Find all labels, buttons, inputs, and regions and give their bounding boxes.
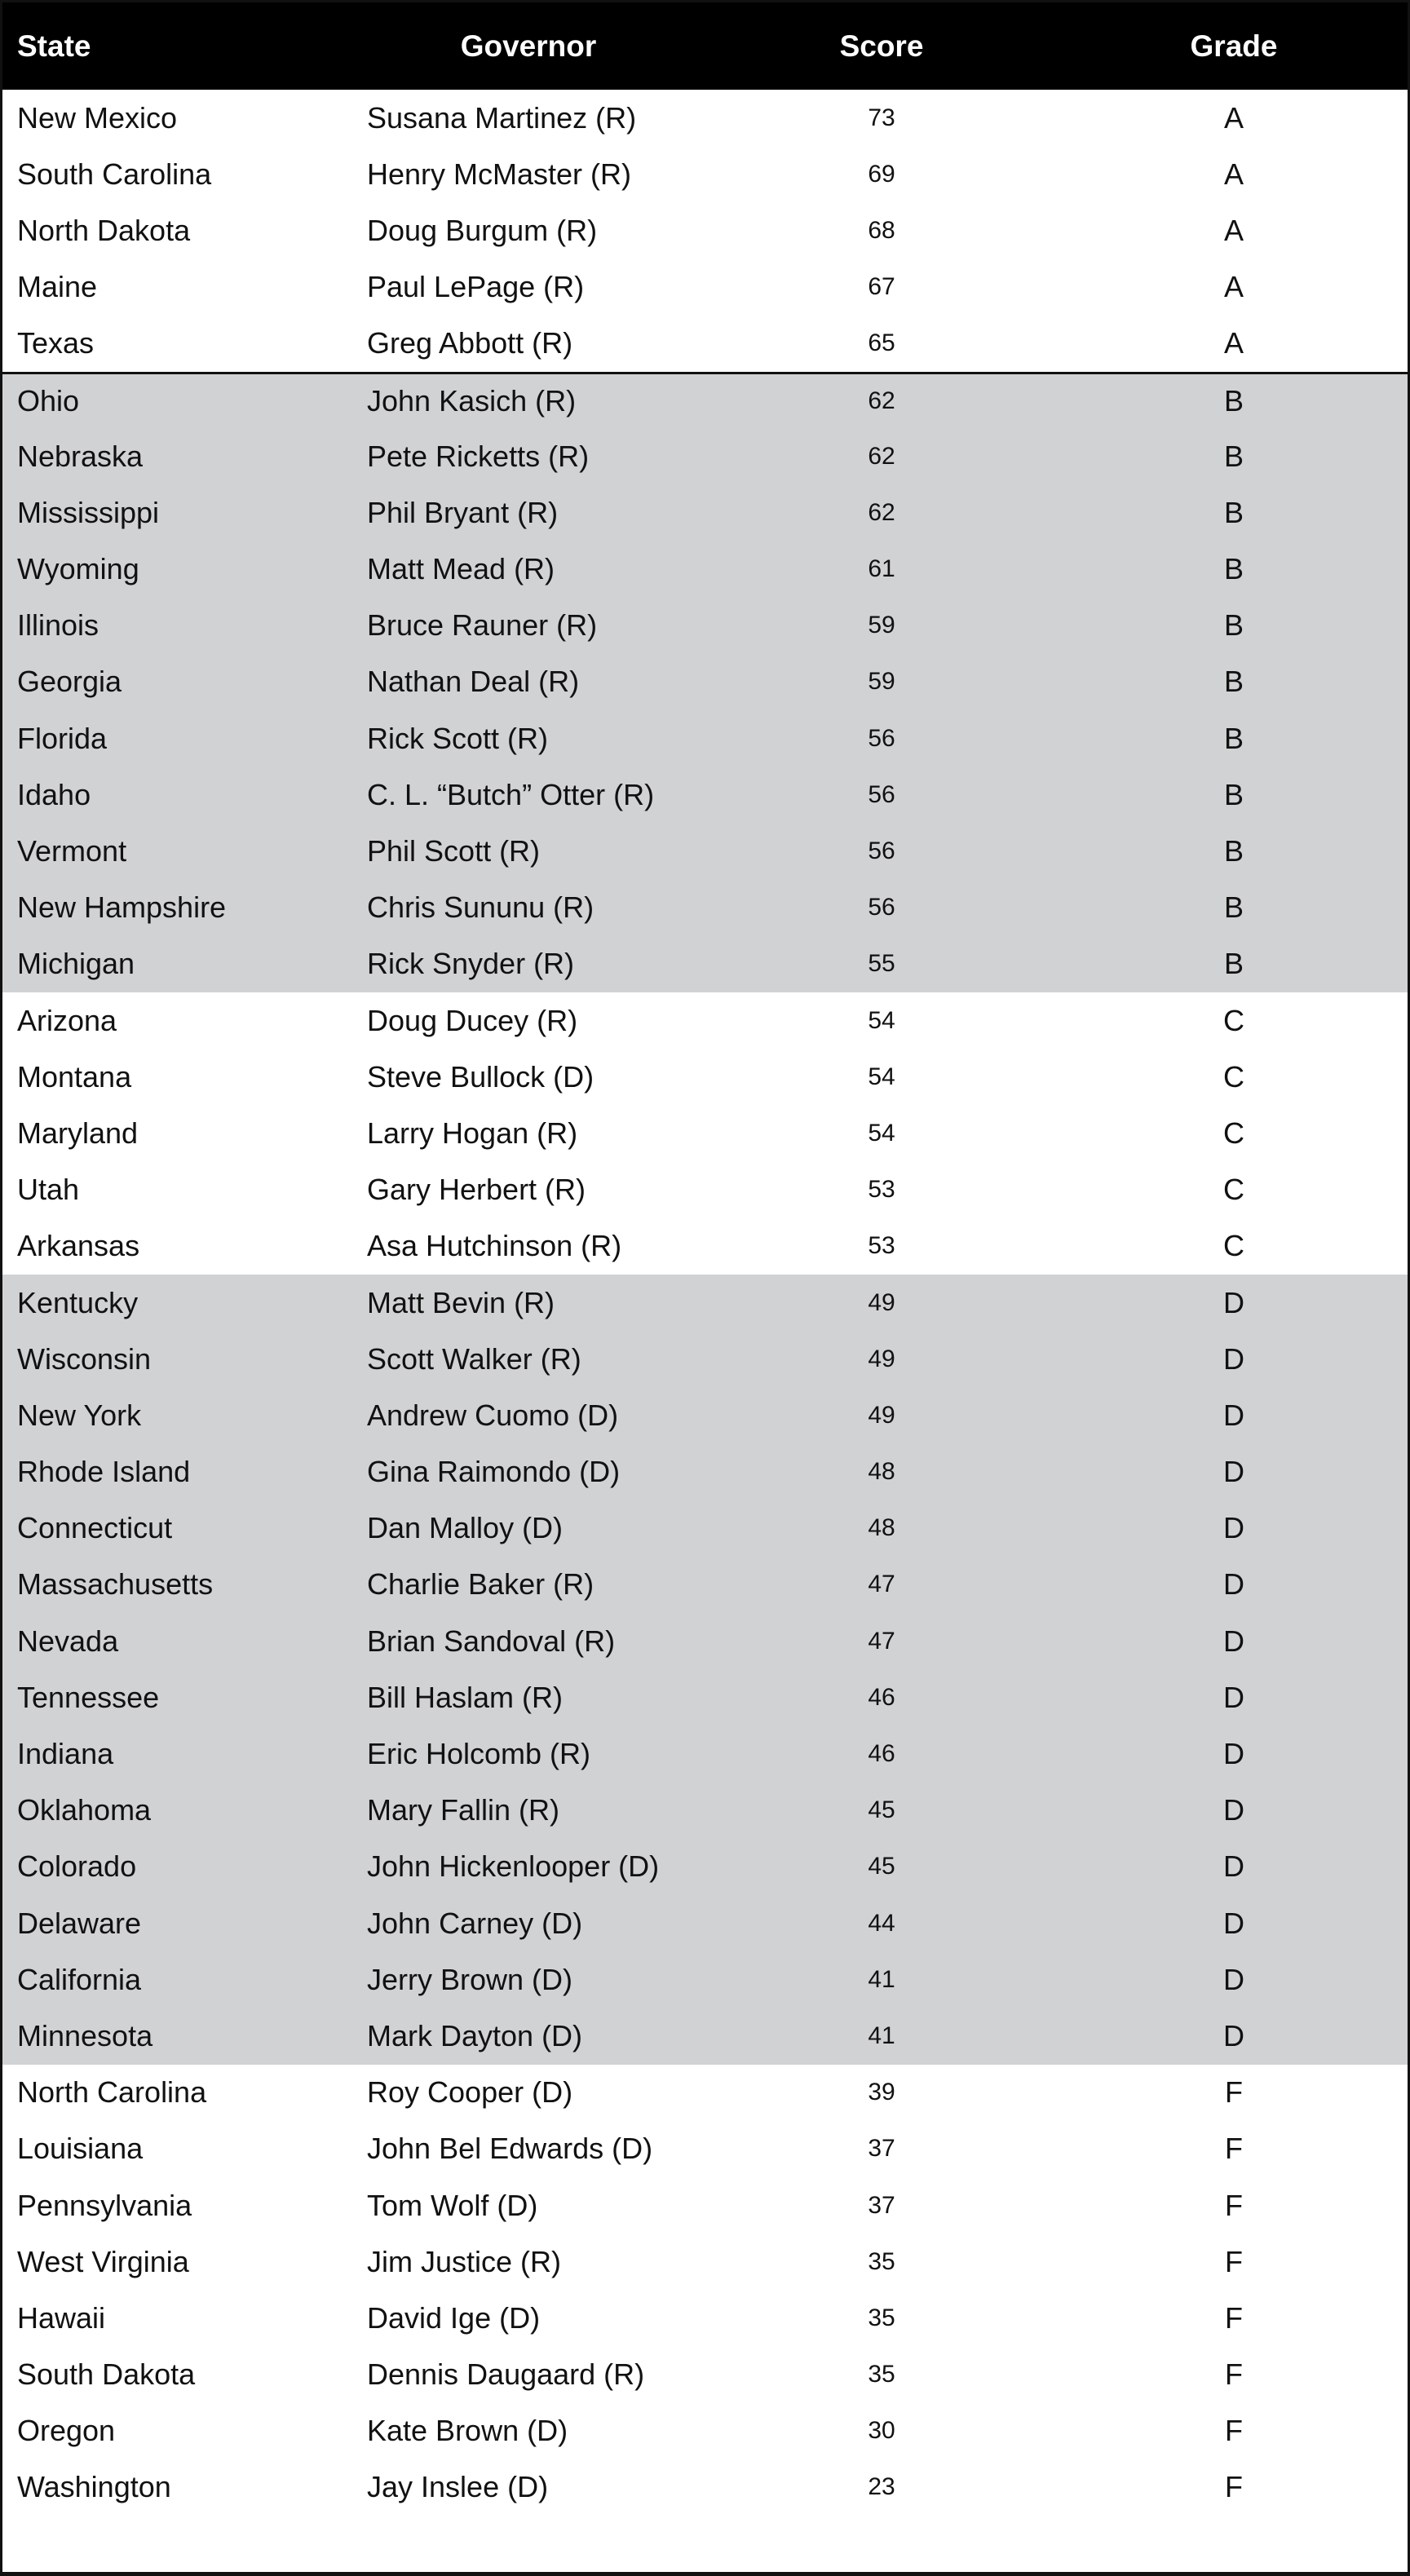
governor-cell: Brian Sandoval (R) bbox=[367, 1624, 616, 1658]
state-cell: Delaware bbox=[17, 1906, 142, 1940]
state-cell: South Dakota bbox=[17, 2357, 196, 2392]
grade-cell: B bbox=[1223, 834, 1244, 868]
state-cell: Louisiana bbox=[17, 2132, 144, 2166]
state-cell: Pennsylvania bbox=[17, 2188, 192, 2222]
table-row bbox=[2, 1500, 1408, 1557]
state-cell: New Hampshire bbox=[17, 890, 227, 925]
state-cell: Tennessee bbox=[17, 1680, 160, 1714]
score-cell: 44 bbox=[868, 1909, 895, 1937]
grade-cell: D bbox=[1223, 1511, 1244, 1545]
grade-cell: A bbox=[1223, 270, 1244, 304]
score-cell: 55 bbox=[868, 950, 895, 978]
grade-cell: D bbox=[1223, 1398, 1244, 1432]
table-row bbox=[2, 90, 1408, 146]
score-cell: 37 bbox=[868, 2135, 895, 2163]
grade-cell: B bbox=[1223, 777, 1244, 811]
score-cell: 46 bbox=[868, 1740, 895, 1768]
table-row bbox=[2, 2403, 1408, 2459]
governor-cell: Doug Ducey (R) bbox=[367, 1003, 578, 1037]
grade-cell: F bbox=[1225, 2357, 1243, 2392]
state-cell: Arkansas bbox=[17, 1229, 140, 1263]
grade-cell: D bbox=[1223, 1567, 1244, 1602]
grade-cell: D bbox=[1223, 1793, 1244, 1827]
grade-cell: C bbox=[1223, 1003, 1244, 1037]
governor-cell: John Bel Edwards (D) bbox=[367, 2132, 653, 2166]
state-cell: Minnesota bbox=[17, 2018, 153, 2052]
score-cell: 41 bbox=[868, 2021, 895, 2049]
governor-cell: Larry Hogan (R) bbox=[367, 1116, 578, 1150]
governor-cell: Steve Bullock (D) bbox=[367, 1059, 594, 1094]
table-row bbox=[2, 1613, 1408, 1669]
governor-cell: Mark Dayton (D) bbox=[367, 2018, 583, 2052]
state-cell: Kentucky bbox=[17, 1285, 139, 1319]
grade-cell: A bbox=[1223, 100, 1244, 135]
governor-cell: Scott Walker (R) bbox=[367, 1341, 581, 1376]
score-cell: 54 bbox=[868, 1006, 895, 1034]
score-cell: 49 bbox=[868, 1345, 895, 1372]
table-row bbox=[2, 372, 1408, 428]
governor-cell: Phil Bryant (R) bbox=[367, 495, 559, 529]
state-cell: Utah bbox=[17, 1173, 80, 1207]
grade-cell: B bbox=[1223, 665, 1244, 699]
governor-cell: Doug Burgum (R) bbox=[367, 213, 598, 247]
table-row bbox=[2, 1162, 1408, 1218]
score-cell: 49 bbox=[868, 1401, 895, 1429]
table-row bbox=[2, 598, 1408, 654]
grade-cell: D bbox=[1223, 1455, 1244, 1489]
score-cell: 35 bbox=[868, 2304, 895, 2331]
score-cell: 62 bbox=[868, 442, 895, 470]
governor-cell: Henry McMaster (R) bbox=[367, 157, 632, 191]
score-cell: 62 bbox=[868, 498, 895, 526]
grade-cell: B bbox=[1223, 890, 1244, 925]
grade-cell: F bbox=[1225, 2244, 1243, 2278]
score-cell: 56 bbox=[868, 837, 895, 865]
state-cell: Wisconsin bbox=[17, 1341, 152, 1376]
score-cell: 65 bbox=[868, 329, 895, 357]
table-row bbox=[2, 259, 1408, 316]
score-cell: 45 bbox=[868, 1853, 895, 1880]
grade-cell: B bbox=[1223, 721, 1244, 755]
grade-cell: D bbox=[1223, 2018, 1244, 2052]
governor-cell: Bruce Rauner (R) bbox=[367, 608, 598, 643]
score-cell: 54 bbox=[868, 1063, 895, 1090]
table-row bbox=[2, 1105, 1408, 1161]
score-cell: 53 bbox=[868, 1232, 895, 1260]
table-row bbox=[2, 710, 1408, 767]
grade-cell: D bbox=[1223, 1341, 1244, 1376]
grade-cell: A bbox=[1223, 326, 1244, 360]
state-cell: Montana bbox=[17, 1059, 132, 1094]
governor-cell: Jerry Brown (D) bbox=[367, 1962, 573, 1996]
score-cell: 59 bbox=[868, 668, 895, 696]
state-cell: Mississippi bbox=[17, 495, 160, 529]
table-row bbox=[2, 992, 1408, 1049]
table-row bbox=[2, 1331, 1408, 1387]
state-cell: Indiana bbox=[17, 1737, 114, 1771]
grade-cell: F bbox=[1225, 2300, 1243, 2335]
governor-cell: Tom Wolf (D) bbox=[367, 2188, 538, 2222]
table-row bbox=[2, 316, 1408, 372]
governor-cell: Kate Brown (D) bbox=[367, 2414, 568, 2448]
table-row bbox=[2, 823, 1408, 879]
table-row bbox=[2, 1444, 1408, 1500]
state-cell: Colorado bbox=[17, 1849, 137, 1884]
table-row bbox=[2, 428, 1408, 484]
state-cell: Maine bbox=[17, 270, 98, 304]
header-score: Score bbox=[839, 29, 924, 63]
governor-cell: Gary Herbert (R) bbox=[367, 1173, 586, 1207]
grade-cell: C bbox=[1223, 1116, 1244, 1150]
state-cell: Oklahoma bbox=[17, 1793, 152, 1827]
grade-cell: D bbox=[1223, 1285, 1244, 1319]
grade-cell: D bbox=[1223, 1737, 1244, 1771]
state-cell: Rhode Island bbox=[17, 1455, 191, 1489]
state-cell: New Mexico bbox=[17, 100, 178, 135]
score-cell: 56 bbox=[868, 724, 895, 752]
state-cell: West Virginia bbox=[17, 2244, 189, 2278]
governor-cell: Jim Justice (R) bbox=[367, 2244, 562, 2278]
grade-cell: A bbox=[1223, 157, 1244, 191]
state-cell: Connecticut bbox=[17, 1511, 173, 1545]
state-cell: Georgia bbox=[17, 665, 122, 699]
governor-cell: Paul LePage (R) bbox=[367, 270, 585, 304]
state-cell: Washington bbox=[17, 2470, 171, 2504]
score-cell: 61 bbox=[868, 555, 895, 583]
score-cell: 30 bbox=[868, 2417, 895, 2445]
governor-cell: Rick Scott (R) bbox=[367, 721, 549, 755]
state-cell: Nebraska bbox=[17, 439, 144, 473]
grade-cell: A bbox=[1223, 213, 1244, 247]
governor-cell: Gina Raimondo (D) bbox=[367, 1455, 621, 1489]
grade-cell: C bbox=[1223, 1229, 1244, 1263]
table-row bbox=[2, 936, 1408, 992]
state-cell: Illinois bbox=[17, 608, 99, 643]
table-row bbox=[2, 1895, 1408, 1951]
grade-cell: B bbox=[1223, 608, 1244, 643]
score-cell: 23 bbox=[868, 2473, 895, 2501]
score-cell: 35 bbox=[868, 2361, 895, 2388]
grade-cell: B bbox=[1223, 495, 1244, 529]
governor-cell: Dan Malloy (D) bbox=[367, 1511, 564, 1545]
score-cell: 35 bbox=[868, 2247, 895, 2275]
state-cell: Maryland bbox=[17, 1116, 139, 1150]
score-cell: 56 bbox=[868, 894, 895, 921]
header-state: State bbox=[17, 29, 91, 63]
grade-cell: D bbox=[1223, 1906, 1244, 1940]
score-cell: 67 bbox=[868, 273, 895, 301]
governor-cell: Rick Snyder (R) bbox=[367, 947, 575, 981]
table-row bbox=[2, 1951, 1408, 2008]
governor-cell: Matt Mead (R) bbox=[367, 552, 555, 586]
table-row bbox=[2, 880, 1408, 936]
state-cell: Michigan bbox=[17, 947, 135, 981]
score-cell: 37 bbox=[868, 2191, 895, 2219]
governor-cell: John Carney (D) bbox=[367, 1906, 583, 1940]
governor-cell: Dennis Daugaard (R) bbox=[367, 2357, 645, 2392]
grade-cell: F bbox=[1225, 2414, 1243, 2448]
table-row bbox=[2, 767, 1408, 823]
score-cell: 59 bbox=[868, 612, 895, 639]
state-cell: Florida bbox=[17, 721, 108, 755]
grade-cell: D bbox=[1223, 1962, 1244, 1996]
governor-cell: Susana Martinez (R) bbox=[367, 100, 637, 135]
governor-cell: Jay Inslee (D) bbox=[367, 2470, 549, 2504]
table-row bbox=[2, 2121, 1408, 2177]
score-cell: 47 bbox=[868, 1571, 895, 1598]
state-cell: Nevada bbox=[17, 1624, 119, 1658]
table-header bbox=[2, 2, 1408, 90]
table-row bbox=[2, 1218, 1408, 1275]
state-cell: Wyoming bbox=[17, 552, 139, 586]
table-row bbox=[2, 146, 1408, 202]
governor-cell: Pete Ricketts (R) bbox=[367, 439, 590, 473]
governor-cell: Nathan Deal (R) bbox=[367, 665, 580, 699]
score-cell: 68 bbox=[868, 216, 895, 244]
table-row bbox=[2, 2347, 1408, 2403]
header-grade: Grade bbox=[1190, 29, 1278, 63]
state-cell: Arizona bbox=[17, 1003, 117, 1037]
grade-cell: C bbox=[1223, 1059, 1244, 1094]
table-row bbox=[2, 202, 1408, 258]
table-row bbox=[2, 654, 1408, 710]
grade-cell: D bbox=[1223, 1624, 1244, 1658]
header-governor: Governor bbox=[460, 29, 597, 63]
state-cell: North Dakota bbox=[17, 213, 191, 247]
grade-cell: B bbox=[1223, 947, 1244, 981]
score-cell: 45 bbox=[868, 1796, 895, 1824]
grade-cell: D bbox=[1223, 1849, 1244, 1884]
table-body bbox=[2, 90, 1408, 2516]
governor-cell: John Hickenlooper (D) bbox=[367, 1849, 660, 1884]
state-cell: Hawaii bbox=[17, 2300, 106, 2335]
table-row bbox=[2, 1275, 1408, 1331]
state-cell: Vermont bbox=[17, 834, 127, 868]
governor-cell: Chris Sununu (R) bbox=[367, 890, 594, 925]
table-row bbox=[2, 1387, 1408, 1443]
state-cell: South Carolina bbox=[17, 157, 212, 191]
score-cell: 69 bbox=[868, 160, 895, 188]
governor-cell: Matt Bevin (R) bbox=[367, 1285, 555, 1319]
grade-cell: F bbox=[1225, 2188, 1243, 2222]
table-row bbox=[2, 1783, 1408, 1839]
score-cell: 48 bbox=[868, 1458, 895, 1486]
governor-cell: Mary Fallin (R) bbox=[367, 1793, 560, 1827]
score-cell: 48 bbox=[868, 1514, 895, 1542]
table-row bbox=[2, 2008, 1408, 2064]
table-row bbox=[2, 1557, 1408, 1613]
score-cell: 41 bbox=[868, 1965, 895, 1993]
score-cell: 54 bbox=[868, 1119, 895, 1147]
grade-cell: F bbox=[1225, 2132, 1243, 2166]
governor-cell: Andrew Cuomo (D) bbox=[367, 1398, 619, 1432]
score-cell: 73 bbox=[868, 104, 895, 131]
governor-cell: David Ige (D) bbox=[367, 2300, 541, 2335]
score-cell: 49 bbox=[868, 1288, 895, 1316]
governor-cell: Eric Holcomb (R) bbox=[367, 1737, 591, 1771]
score-cell: 46 bbox=[868, 1683, 895, 1711]
governor-cell: Greg Abbott (R) bbox=[367, 326, 573, 360]
table-row bbox=[2, 2065, 1408, 2121]
state-cell: North Carolina bbox=[17, 2075, 207, 2110]
table-row bbox=[2, 2177, 1408, 2234]
state-cell: Idaho bbox=[17, 777, 91, 811]
governor-cell: Roy Cooper (D) bbox=[367, 2075, 573, 2110]
grade-cell: B bbox=[1223, 552, 1244, 586]
table-row bbox=[2, 1839, 1408, 1895]
score-cell: 56 bbox=[868, 780, 895, 808]
governor-cell: Phil Scott (R) bbox=[367, 834, 541, 868]
grade-cell: D bbox=[1223, 1680, 1244, 1714]
grade-cell: B bbox=[1223, 384, 1244, 418]
grade-cell: F bbox=[1225, 2470, 1243, 2504]
governor-cell: Bill Haslam (R) bbox=[367, 1680, 564, 1714]
grade-cell: B bbox=[1223, 439, 1244, 473]
state-cell: Ohio bbox=[17, 384, 80, 418]
state-cell: California bbox=[17, 1962, 142, 1996]
governor-cell: Asa Hutchinson (R) bbox=[367, 1229, 622, 1263]
state-cell: Massachusetts bbox=[17, 1567, 214, 1602]
table-row bbox=[2, 2290, 1408, 2346]
score-cell: 62 bbox=[868, 387, 895, 415]
governor-cell: C. L. “Butch” Otter (R) bbox=[367, 777, 655, 811]
governor-cell: John Kasich (R) bbox=[367, 384, 577, 418]
score-cell: 53 bbox=[868, 1176, 895, 1204]
state-cell: Oregon bbox=[17, 2414, 116, 2448]
table-row bbox=[2, 541, 1408, 598]
grade-cell: F bbox=[1225, 2075, 1243, 2110]
score-cell: 47 bbox=[868, 1627, 895, 1655]
table-row bbox=[2, 2459, 1408, 2516]
state-cell: Texas bbox=[17, 326, 95, 360]
governor-cell: Charlie Baker (R) bbox=[367, 1567, 594, 1602]
score-cell: 39 bbox=[868, 2079, 895, 2106]
table-row bbox=[2, 1049, 1408, 1105]
table-row bbox=[2, 1669, 1408, 1725]
state-cell: New York bbox=[17, 1398, 142, 1432]
table-row bbox=[2, 484, 1408, 541]
table-row bbox=[2, 2234, 1408, 2290]
grade-cell: C bbox=[1223, 1173, 1244, 1207]
table-row bbox=[2, 1725, 1408, 1782]
